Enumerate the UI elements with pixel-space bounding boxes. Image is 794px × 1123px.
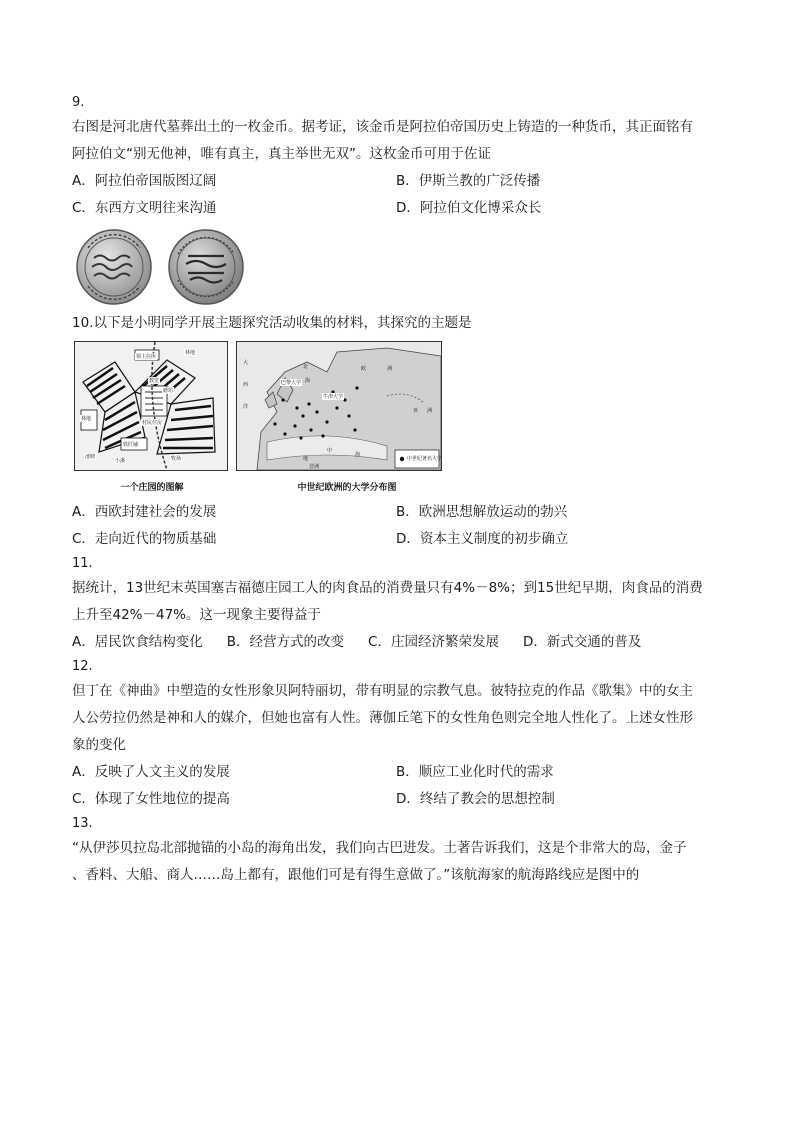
q9-option-c[interactable]: C．东西方文明往来沟通 [72, 200, 217, 216]
q12-stem-line1: 但丁在《神曲》中塑造的女性形象贝阿特丽切，带有明显的宗教气息。彼特拉克的作品《歌集》中的女主 [72, 683, 693, 699]
map-label: 海 [305, 378, 311, 384]
q11-option-d[interactable]: D．新式交通的普及 [522, 634, 642, 650]
q12-stem-line2: 人公劳拉仍然是神和人的媒介，但她也富有人性。薄伽丘笔下的女性角色则完全地人性化了。上述女性形 [72, 710, 693, 726]
q10-option-a[interactable]: A．西欧封建社会的发展 [72, 504, 217, 520]
q12-option-d[interactable]: D．终结了教会的思想控制 [396, 791, 555, 807]
q9-option-b[interactable]: B．伊斯兰教的广泛传播 [396, 173, 541, 189]
map-label: 非洲 [309, 464, 320, 470]
map-label: 北 [303, 364, 309, 370]
q10-figures [74, 341, 732, 471]
q9-option-a[interactable]: A．阿拉伯帝国版图辽阔 [72, 173, 217, 189]
map-label: 大 [243, 360, 249, 366]
q12-options-row2 [72, 786, 732, 813]
q11-number: 11. [72, 556, 93, 571]
manor-label: 教堂 [149, 378, 160, 384]
manor-label: 村民住房 [142, 420, 163, 426]
map-label: 洲 [387, 366, 393, 372]
q13-stem-line1: “从伊莎贝拉岛北部抛锚的小岛的海角出发，我们向古巴进发。土著告诉我们，这是个非常大的岛，金子 [72, 840, 687, 856]
q9-number: 9. [72, 95, 85, 110]
q10-stem: 10.以下是小明同学开展主题探究活动收集的材料，其探究的主题是 [72, 315, 472, 331]
q12-option-b[interactable]: B．顺应工业化时代的需求 [396, 764, 554, 780]
q11-stem-line1: 据统计，13世纪末英国塞吉福德庄园工人的肉食品的消费量只有4%－8%；到15世纪早期，肉食品的消费 [72, 580, 703, 596]
q12-options-row1 [72, 759, 732, 786]
map-label: 巴黎大学 [281, 380, 302, 386]
q10-options-row2 [72, 526, 732, 553]
q11-option-c[interactable]: C．庄园经济繁荣发展 [368, 634, 499, 650]
q11-option-b[interactable]: B．经营方式的改变 [226, 634, 345, 650]
q9-coin-images [74, 228, 732, 306]
map-label: 亚 [413, 408, 419, 414]
map-label: 中世纪著名大学 [407, 456, 441, 462]
q10-figure-captions [72, 473, 732, 499]
map-label: 地 [303, 456, 309, 462]
exam-page [72, 92, 732, 889]
manor-label: 领主住所 [136, 354, 157, 360]
q10-options-row1 [72, 499, 732, 526]
manor-label: 林地 [185, 350, 196, 356]
q13-stem-line2: 、香料、大船、商人……岛上都有，跟他们可是有得生意做了。”该航海家的航海路线应是图中的 [72, 867, 640, 883]
q9-options-row2 [72, 195, 732, 222]
q9-options-row1 [72, 168, 732, 195]
map-label: 海 [355, 452, 361, 458]
q11-options [72, 629, 732, 656]
manor-diagram-caption: 一个庄园的图解 [120, 482, 184, 493]
manor-label: 磨坊 [163, 388, 174, 394]
university-map [236, 341, 442, 471]
manor-label: 铁匠铺 [123, 442, 139, 448]
map-label: 洲 [427, 408, 433, 414]
map-label: 西 [243, 382, 249, 388]
map-label: 欧 [361, 366, 367, 372]
q10-option-c[interactable]: C．走向近代的物质基础 [72, 531, 217, 547]
q12-number: 12. [72, 659, 93, 674]
university-map-caption: 中世纪欧洲的大学分布图 [297, 482, 397, 493]
manor-diagram [74, 341, 228, 471]
q9-stem-line1: 右图是河北唐代墓葬出土的一枚金币。据考证，该金币是阿拉伯帝国历史上铸造的一种货币，其正面铭有 [72, 119, 693, 135]
coin-back-image [166, 228, 246, 306]
map-label: 牛津大学 [323, 394, 344, 400]
q12-stem-line3: 象的变化 [72, 737, 126, 753]
manor-label: 池塘 [85, 454, 96, 460]
q10-option-b[interactable]: B．欧洲思想解放运动的勃兴 [396, 504, 568, 520]
map-label: 中 [327, 448, 333, 454]
manor-label: 林地 [81, 416, 92, 422]
q10-option-d[interactable]: D．资本主义制度的初步确立 [396, 531, 569, 547]
q11-option-a[interactable]: A．居民饮食结构变化 [72, 634, 203, 650]
manor-label: 小溪 [115, 458, 126, 464]
q13-number: 13. [72, 816, 93, 831]
q9-stem-line2: 阿拉伯文“别无他神，唯有真主，真主举世无双”。这枚金币可用于佐证 [72, 146, 491, 162]
coin-front-image [74, 228, 154, 306]
q11-stem-line2: 上升至42%－47%。这一现象主要得益于 [72, 607, 322, 623]
map-label: 洋 [243, 404, 249, 410]
q12-option-a[interactable]: A．反映了人文主义的发展 [72, 764, 230, 780]
manor-label: 牧场 [171, 456, 182, 462]
q12-option-c[interactable]: C．体现了女性地位的提高 [72, 791, 230, 807]
q9-option-d[interactable]: D．阿拉伯文化博采众长 [396, 200, 542, 216]
